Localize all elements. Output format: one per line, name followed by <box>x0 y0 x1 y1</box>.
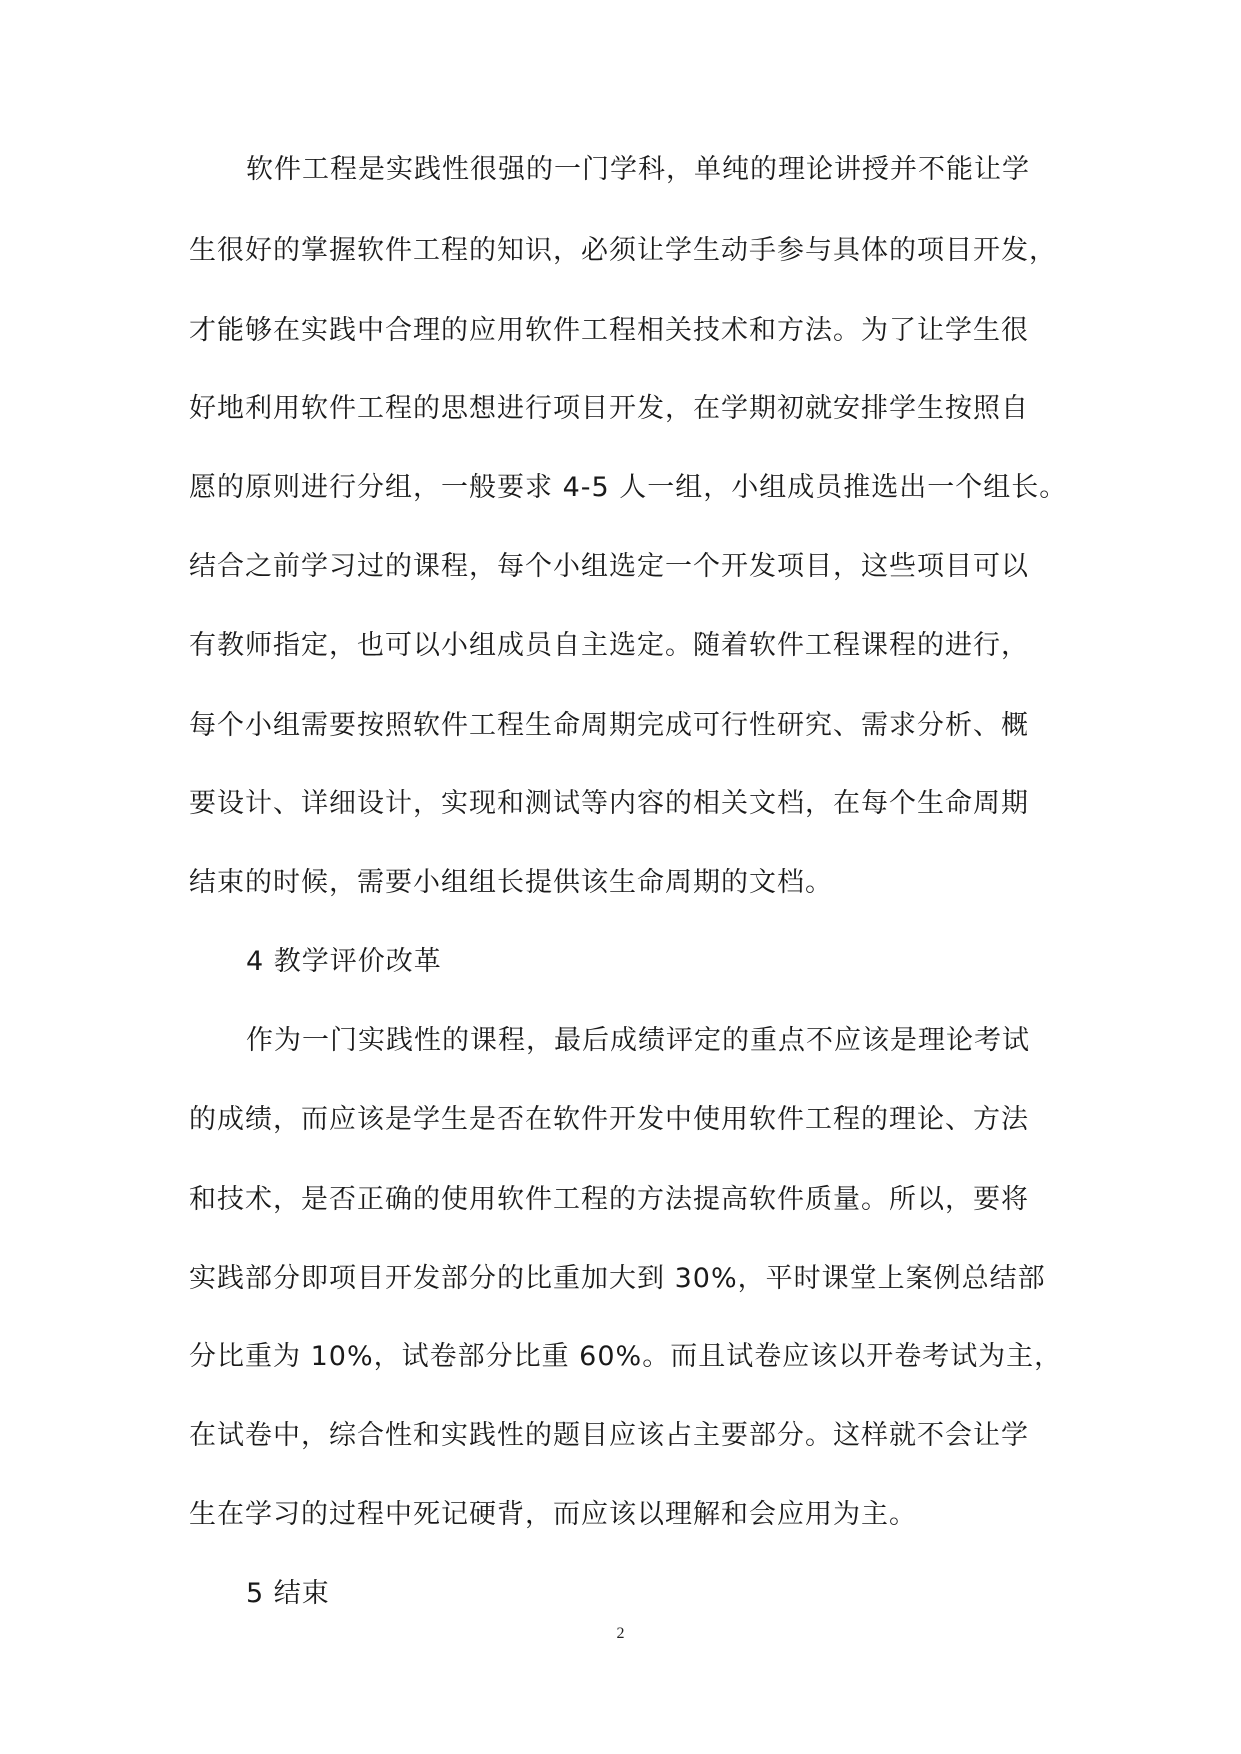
paragraph-line: 作为一门实践性的课程，最后成绩评定的重点不应该是理论考试 <box>246 1025 1030 1056</box>
paragraph-line: 结合之前学习过的课程，每个小组选定一个开发项目，这些项目可以 <box>189 551 1029 582</box>
paragraph-line: 好地利用软件工程的思想进行项目开发，在学期初就安排学生按照自 <box>189 393 1029 424</box>
paragraph-line: 要设计、详细设计，实现和测试等内容的相关文档，在每个生命周期 <box>189 788 1029 819</box>
paragraph-line: 实践部分即项目开发部分的比重加大到 30%，平时课堂上案例总结部 <box>189 1263 1046 1294</box>
paragraph-line: 和技术，是否正确的使用软件工程的方法提高软件质量。所以，要将 <box>189 1184 1029 1215</box>
paragraph-line: 生很好的掌握软件工程的知识，必须让学生动手参与具体的项目开发， <box>189 235 1057 266</box>
paragraph-line: 分比重为 10%，试卷部分比重 60%。而且试卷应该以开卷考试为主， <box>189 1341 1063 1372</box>
paragraph-line: 在试卷中，综合性和实践性的题目应该占主要部分。这样就不会让学 <box>189 1420 1029 1451</box>
page-number: 2 <box>616 1625 625 1642</box>
paragraph-line: 结束的时候，需要小组组长提供该生命周期的文档。 <box>189 867 833 898</box>
section-heading: 4 教学评价改革 <box>246 946 442 977</box>
paragraph-line: 有教师指定，也可以小组成员自主选定。随着软件工程课程的进行， <box>189 630 1029 661</box>
paragraph-line: 软件工程是实践性很强的一门学科，单纯的理论讲授并不能让学 <box>246 154 1030 185</box>
paragraph-line: 每个小组需要按照软件工程生命周期完成可行性研究、需求分析、概 <box>189 710 1029 741</box>
section-heading: 5 结束 <box>246 1578 330 1609</box>
paragraph-line: 生在学习的过程中死记硬背，而应该以理解和会应用为主。 <box>189 1499 917 1530</box>
paragraph-line: 愿的原则进行分组，一般要求 4-5 人一组，小组成员推选出一个组长。 <box>189 472 1068 503</box>
paragraph-line: 才能够在实践中合理的应用软件工程相关技术和方法。为了让学生很 <box>189 315 1029 346</box>
paragraph-line: 的成绩，而应该是学生是否在软件开发中使用软件工程的理论、方法 <box>189 1104 1029 1135</box>
